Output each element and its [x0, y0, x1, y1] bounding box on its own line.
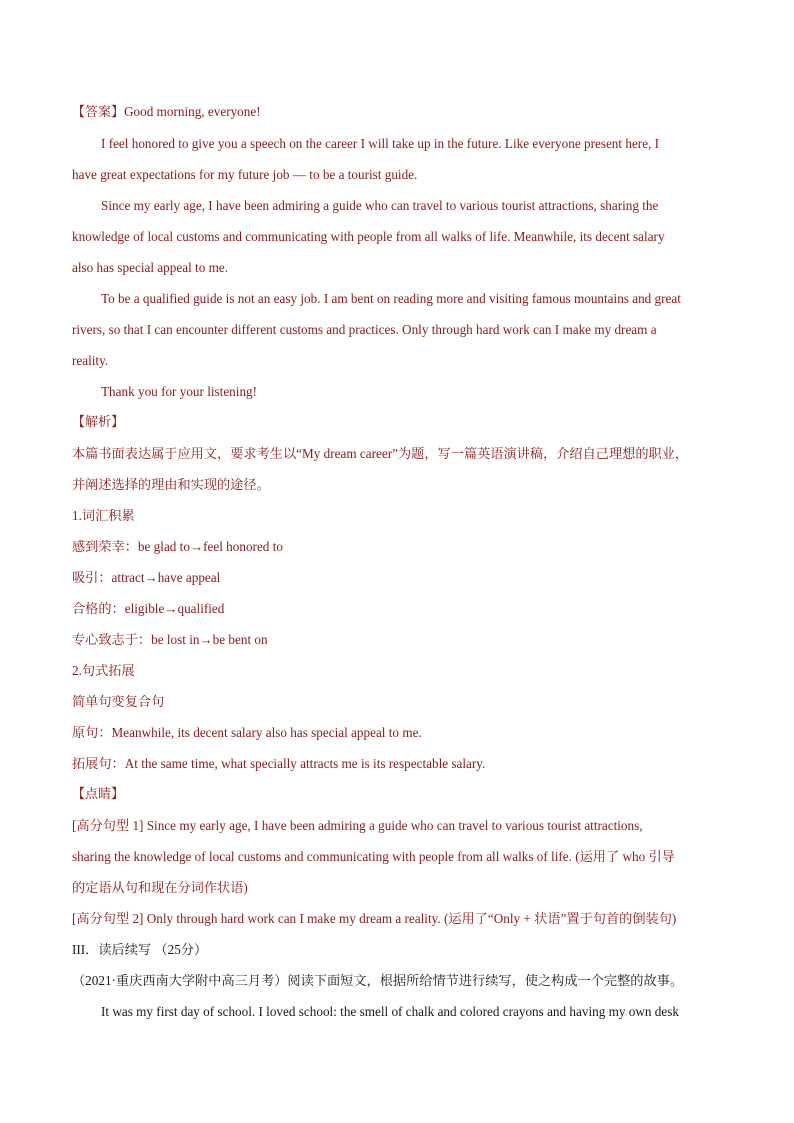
section-3-title: III．读后续写 （25分）	[72, 942, 208, 957]
answer-paragraph-3-line-1: To be a qualified guide is not an easy job. I am bent on reading more and visiting famous mountains and great	[101, 291, 681, 306]
vocab-item: 吸引：attract→have appeal	[72, 570, 221, 585]
sentence-heading: 2.句式拓展	[72, 663, 135, 678]
answer-greeting: Good morning, everyone!	[124, 104, 261, 119]
answer-paragraph-3-line-3: reality.	[72, 353, 109, 368]
document-page	[72, 96, 722, 1027]
answer-paragraph-2-line-3: also has special appeal to me.	[72, 260, 228, 275]
analysis-intro-line-1: 本篇书面表达属于应用文，要求考生以“My dream career”为题，写一篇英语演讲稿，介绍自己理想的职业，	[72, 446, 689, 461]
highlight-1-line-1: [高分句型 1] Since my early age, I have been admiring a guide who can travel to various tourist attractions,	[72, 818, 643, 833]
highlights-heading: 【点睛】	[72, 787, 125, 802]
highlight-1-line-3: 的定语从句和现在分词作状语)	[72, 880, 248, 895]
answer-closing: Thank you for your listening!	[101, 384, 258, 399]
answer-heading: 【答案】	[72, 105, 125, 120]
section-3-instruction: （2021·重庆西南大学附中高三月考）阅读下面短文，根据所给情节进行续写，使之构成一个完整的故事。	[72, 973, 684, 988]
vocab-item: 专心致志于：be lost in→be bent on	[72, 632, 268, 647]
answer-paragraph-2-line-2: knowledge of local customs and communicating with people from all walks of life. Meanwhile, its decent salary	[72, 229, 665, 244]
vocab-item: 合格的：eligible→qualified	[72, 601, 225, 616]
answer-paragraph-1-line-1: I feel honored to give you a speech on the career I will take up in the future. Like everyone present here, I	[101, 136, 660, 151]
highlight-1-line-2: sharing the knowledge of local customs and communicating with people from all walks of life. (运用了 who 引导	[72, 849, 675, 864]
answer-paragraph-1-line-2: have great expectations for my future job — to be a tourist guide.	[72, 167, 418, 182]
analysis-heading: 【解析】	[72, 415, 125, 430]
vocab-heading: 1.词汇积累	[72, 508, 135, 523]
original-sentence: 原句：Meanwhile, its decent salary also has special appeal to me.	[72, 725, 422, 740]
analysis-intro-line-2: 并阐述选择的理由和实现的途径。	[72, 477, 270, 492]
answer-paragraph-2-line-1: Since my early age, I have been admiring a guide who can travel to various tourist attractions, sharing the	[101, 198, 659, 213]
expanded-sentence: 拓展句：At the same time, what specially attracts me is its respectable salary.	[72, 756, 486, 771]
answer-paragraph-3-line-2: rivers, so that I can encounter different customs and practices. Only through hard work can I make my dream a	[72, 322, 657, 337]
sentence-subheading: 简单句变复合句	[72, 694, 165, 709]
vocab-item: 感到荣幸：be glad to→feel honored to	[72, 539, 283, 554]
answer-greeting-line	[72, 96, 722, 128]
story-line-1: It was my first day of school. I loved school: the smell of chalk and colored crayons and having my own desk	[101, 1004, 679, 1019]
highlight-2: [高分句型 2] Only through hard work can I make my dream a reality. (运用了“Only + 状语”置于句首的倒装句)	[72, 911, 677, 926]
